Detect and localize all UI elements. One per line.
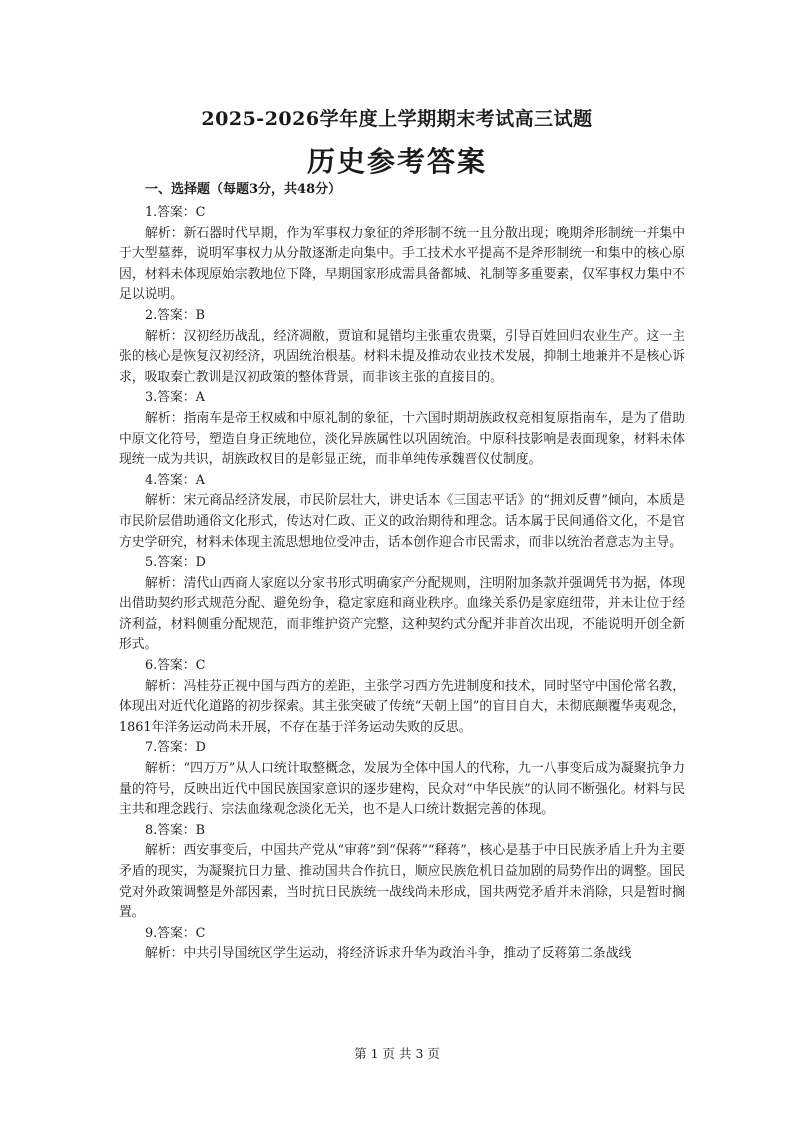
answer-line: 3.答案：A: [145, 390, 205, 406]
answer-item: [119, 738, 685, 820]
answer-line: 1.答案：C: [145, 205, 206, 220]
explanation-text: 解析：“四万万”从人口统计取整概念，发展为全体中国人的代称，九一八事变后成为凝聚抗争力量的符号，反映出近代中国民族国家意识的逐步建构，民众对“中华民族”的认同不断强化。材料与民主共和理念践行、宗法血缘观念淡化无关，也不是人口统计数据完善的体现。: [119, 761, 685, 818]
answer-line: 4.答案：A: [145, 472, 205, 488]
document-subtitle: 历史参考答案: [306, 145, 487, 178]
answer-line: 9.答案：C: [145, 925, 206, 941]
explanation-text: 解析：新石器时代早期，作为军事权力象征的斧形制不统一且分散出现；晚期斧形制统一并集中于大型墓葬，说明军事权力从分散逐渐走向集中。手工技术水平提高不是斧形制统一和集中的核心原因，材料未体现原始宗教地位下降，早期国家形成需具备都城、礼制等多重要素，仅军事权力集中不足以说明。: [119, 225, 685, 303]
document-title: 2025-2026学年度上学期期末考试高三试题: [201, 108, 593, 130]
page-footer: 第 1 页 共 3 页: [354, 1046, 440, 1061]
answer-line: 6.答案：C: [145, 658, 206, 674]
answer-line: 7.答案：D: [145, 740, 206, 756]
explanation-text: 解析：指南车是帝王权威和中原礼制的象征，十六国时期胡族政权竞相复原指南车，是为了借助中原文化符号，塑造自身正统地位，淡化异族属性以巩固统治。中原科技影响是表面现象，材料未体现统一成为共识，胡族政权目的是彰显正统，而非单纯传承魏晋仪仗制度。: [119, 410, 685, 468]
explanation-text: 解析：西安事变后，中国共产党从“审蒋”到“保蒋”“释蒋”，核心是基于中日民族矛盾上升为主要矛盾的现实，为凝聚抗日力量、推动国共合作抗日，顺应民族危机日益加剧的局势作出的调整。国民党对外政策调整是外部因素，当时抗日民族统一战线尚未形成，国共两党矛盾并未消除，只是暂时搁置。: [119, 843, 685, 921]
answer-item: [119, 821, 685, 924]
answer-line: 8.答案：B: [145, 822, 206, 838]
answer-item: [119, 553, 685, 656]
answer-item: [119, 471, 685, 553]
answer-item: [119, 203, 685, 306]
answer-item: [119, 656, 685, 738]
answer-item: [119, 388, 685, 470]
answer-line: 5.答案：D: [145, 555, 206, 571]
explanation-text: 解析：冯桂芬正视中国与西方的差距，主张学习西方先进制度和技术，同时坚守中国伦常名教，体现出对近代化道路的初步探索。其主张突破了传统“天朝上国”的盲目自大，未彻底颠覆华夷观念，1861年洋务运动尚未开展，不存在基于洋务运动失败的反思。: [119, 678, 685, 735]
answer-list: [119, 203, 685, 965]
section-heading: 一、选择题（每题3分，共48分）: [145, 182, 342, 197]
explanation-text: 解析：清代山西商人家庭以分家书形式明确家产分配规则，注明附加条款并强调凭书为据，体现出借助契约形式规范分配、避免纷争，稳定家庭和商业秩序。血缘关系仍是家庭纽带，并未让位于经济利益，材料侧重分配规范，而非维护资产完整，这种契约式分配并非首次出现，不能说明开创全新形式。: [119, 575, 685, 653]
answer-item: [119, 924, 685, 965]
explanation-text: 解析：中共引导国统区学生运动，将经济诉求升华为政治斗争，推动了反蒋第二条战线: [145, 946, 632, 962]
answer-item: [119, 306, 685, 388]
answer-line: 2.答案：B: [145, 307, 206, 323]
explanation-text: 解析：宋元商品经济发展，市民阶层壮大，讲史话本《三国志平话》的“拥刘反曹”倾向，本质是市民阶层借助通俗文化形式，传达对仁政、正义的政治期待和理念。话本属于民间通俗文化，不是官方史学研究，材料未体现主流思想地位受冲击，话本创作迎合市民需求，而非以统治者意志为主导。: [119, 493, 685, 550]
explanation-text: 解析：汉初经历战乱，经济凋敝，贾谊和晁错均主张重农贵粟，引导百姓回归农业生产。这一主张的核心是恢复汉初经济，巩固统治根基。材料未提及推动农业技术发展，抑制土地兼并不是核心诉求，吸取秦亡教训是汉初政策的整体背景，而非该主张的直接目的。: [119, 328, 685, 385]
